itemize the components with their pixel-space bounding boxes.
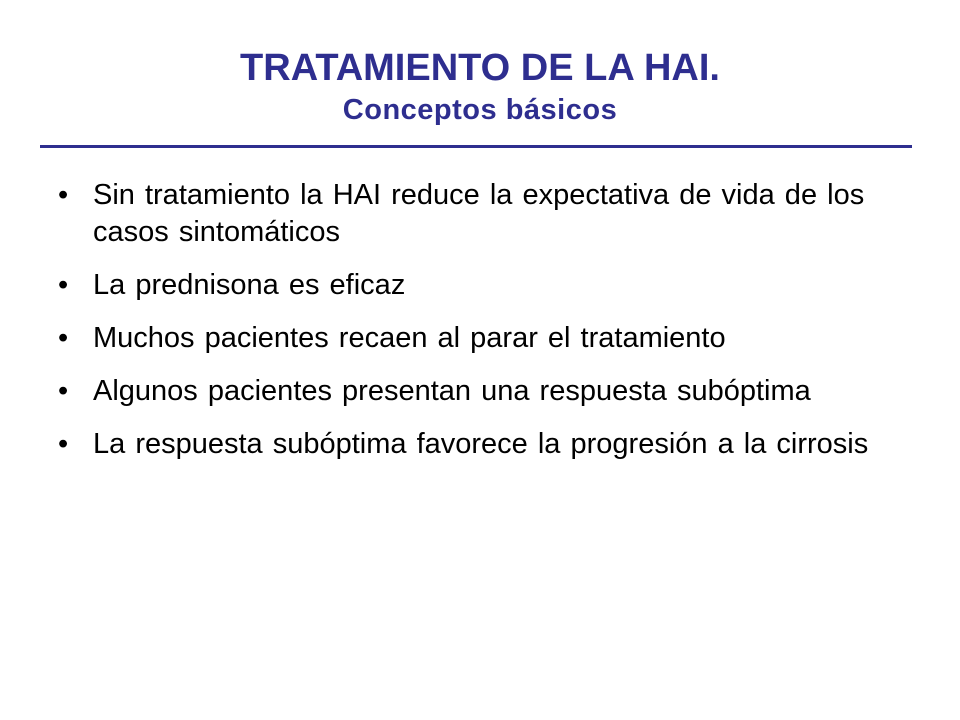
bullet-icon: •	[58, 269, 69, 301]
bullet-item	[54, 320, 884, 357]
title-divider	[40, 145, 912, 148]
bullet-icon: •	[58, 375, 69, 407]
bullet-item	[54, 373, 884, 410]
bullet-text: Muchos pacientes recaen al parar el tratamiento	[93, 322, 726, 354]
bullet-text: La respuesta subóptima favorece la progresión a la cirrosis	[93, 428, 869, 460]
bullet-icon: •	[58, 428, 69, 460]
bullet-text: Algunos pacientes presentan una respuesta subóptima	[93, 375, 811, 407]
slide-title: TRATAMIENTO DE LA HAI.	[240, 47, 720, 89]
title-block	[0, 46, 960, 128]
bullet-text: La prednisona es eficaz	[93, 269, 406, 301]
bullet-icon: •	[58, 322, 69, 354]
bullet-list	[54, 177, 884, 479]
slide-subtitle: Conceptos básicos	[342, 94, 618, 126]
bullet-text: Sin tratamiento la HAI reduce la expectativa de vida de los casos sintomáticos	[93, 179, 865, 248]
bullet-icon: •	[58, 179, 69, 211]
bullet-item	[54, 267, 884, 304]
bullet-item	[54, 177, 884, 251]
bullet-item	[54, 426, 884, 463]
